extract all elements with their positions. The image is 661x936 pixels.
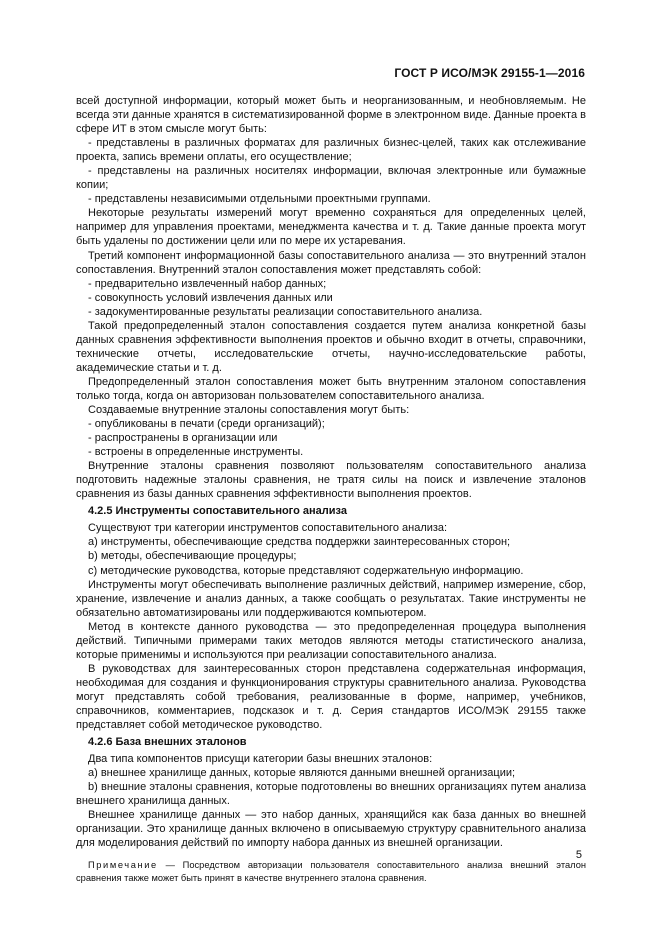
list-item: - совокупность условий извлечения данных или (88, 291, 333, 304)
list-item: - представлены на различных носителях информации, включая электронные или бумажные копии; (76, 165, 586, 192)
list-item: - опубликованы в печати (среди организаций); (88, 418, 325, 431)
paragraph: Предопределенный эталон сопоставления может быть внутренним эталоном сопоставления только тогда, когда он авторизован пользователем сопоставительного анализа. (76, 375, 586, 402)
list-item: b) внешние эталоны сравнения, которые подготовлены во внешних организациях путем анализа внешнего хранилища данных. (76, 781, 586, 808)
paragraph: Некоторые результаты измерений могут временно сохраняться для определенных целей, например для управления проектами, менеджмента качества и т. д. Такие данные проекта могут быть удалены по достижении цели или по мере их устаревания. (76, 207, 586, 248)
paragraph: Внутренние эталоны сравнения позволяют пользователям сопоставительного анализа подготовить надежные эталоны сравнения, не тратя силы на поиск и извлечение эталонов сравнения из базы данных сравнения эффективности выполнения проектов. (76, 460, 586, 501)
note (76, 859, 586, 885)
paragraph: Внешнее хранилище данных — это набор данных, хранящийся как база данных во внешней организации. Это хранилище данных включено в описываемую структуру сравнительного анализа для моделирования действий по импорту набора данных из внешней организации. (76, 809, 586, 850)
paragraph: Инструменты могут обеспечивать выполнение различных действий, например измерение, сбор, хранение, извлечение и анализ данных, а также сообщать о результатах. Такие инструменты не обязательно автоматизированы или поддерживаются компьютером. (76, 578, 586, 619)
list-item: - распространены в организации или (88, 432, 278, 445)
list-item: c) методические руководства, которые представляют содержательную информацию. (88, 564, 524, 577)
paragraph: Третий компонент информационной базы сопоставительного анализа — это внутренний эталон сопоставления. Внутренний эталон сопоставления может представлять собой: (76, 249, 586, 276)
list-item: - встроены в определенные инструменты. (88, 446, 304, 459)
paragraph: Два типа компонентов присущи категории базы внешних эталонов: (88, 753, 433, 766)
paragraph: Метод в контексте данного руководства — это предопределенная процедура выполнения действий. Типичными примерами таких методов являются методы статистического анализа, которые применимы и используются при реализации сопоставительного анализа. (76, 620, 586, 661)
page-number: 5 (575, 849, 582, 861)
list-item: b) методы, обеспечивающие процедуры; (88, 550, 297, 563)
list-item: - представлены в различных форматах для различных бизнес-целей, таких как отслеживание проекта, запись времени оплаты, его осуществление; (76, 137, 586, 164)
paragraph: В руководствах для заинтересованных сторон представлена содержательная информация, необходимая для создания и функционирования структуры сравнительного анализа. Руководства могут представлять собой требования, реализованные в форме, например, учебников, справочников, комментариев, подсказок и т. д. Серия стандартов ИСО/МЭК 29155 также представляет собой методическое руководство. (76, 662, 586, 732)
section-heading-4-2-6: 4.2.6 База внешних эталонов (88, 736, 247, 749)
paragraph: Такой предопределенный эталон сопоставления создается путем анализа конкретной базы данных сравнения эффективности выполнения проектов и обычно входит в отчеты, справочники, технические отчеты, исследовательские отчеты, научно-исследовательские работы, академические статьи и т. д. (76, 319, 586, 374)
list-item: - предварительно извлеченный набор данных; (88, 277, 327, 290)
document-code-header: ГОСТ Р ИСО/МЭК 29155-1—2016 (394, 66, 585, 80)
list-item: a) внешнее хранилище данных, которые являются данными внешней организации; (88, 767, 516, 780)
list-item: a) инструменты, обеспечивающие средства поддержки заинтересованных сторон; (88, 536, 511, 549)
paragraph: всей доступной информации, который может быть и неорганизованным, и необновляемым. Не всегда эти данные хранятся в систематизированной форме в электронном виде. Данные проекта в сфере ИТ в этом смысле могут быть: (76, 95, 586, 136)
section-heading-4-2-5: 4.2.5 Инструменты сопоставительного анализа (88, 505, 347, 518)
paragraph: Создаваемые внутренние эталоны сопоставления могут быть: (88, 404, 410, 417)
note-label: Примечание (88, 860, 158, 871)
note-text: — Посредством авторизации пользователя сопоставительного анализа внешний эталон сравнения также может быть принят в качестве внутреннего эталона сравнения. (76, 860, 586, 884)
paragraph: Существуют три категории инструментов сопоставительного анализа: (88, 522, 448, 535)
page-body (76, 94, 586, 885)
list-item: - представлены независимыми отдельными проектными группами. (88, 193, 431, 206)
list-item: - задокументированные результаты реализации сопоставительного анализа. (88, 305, 483, 318)
